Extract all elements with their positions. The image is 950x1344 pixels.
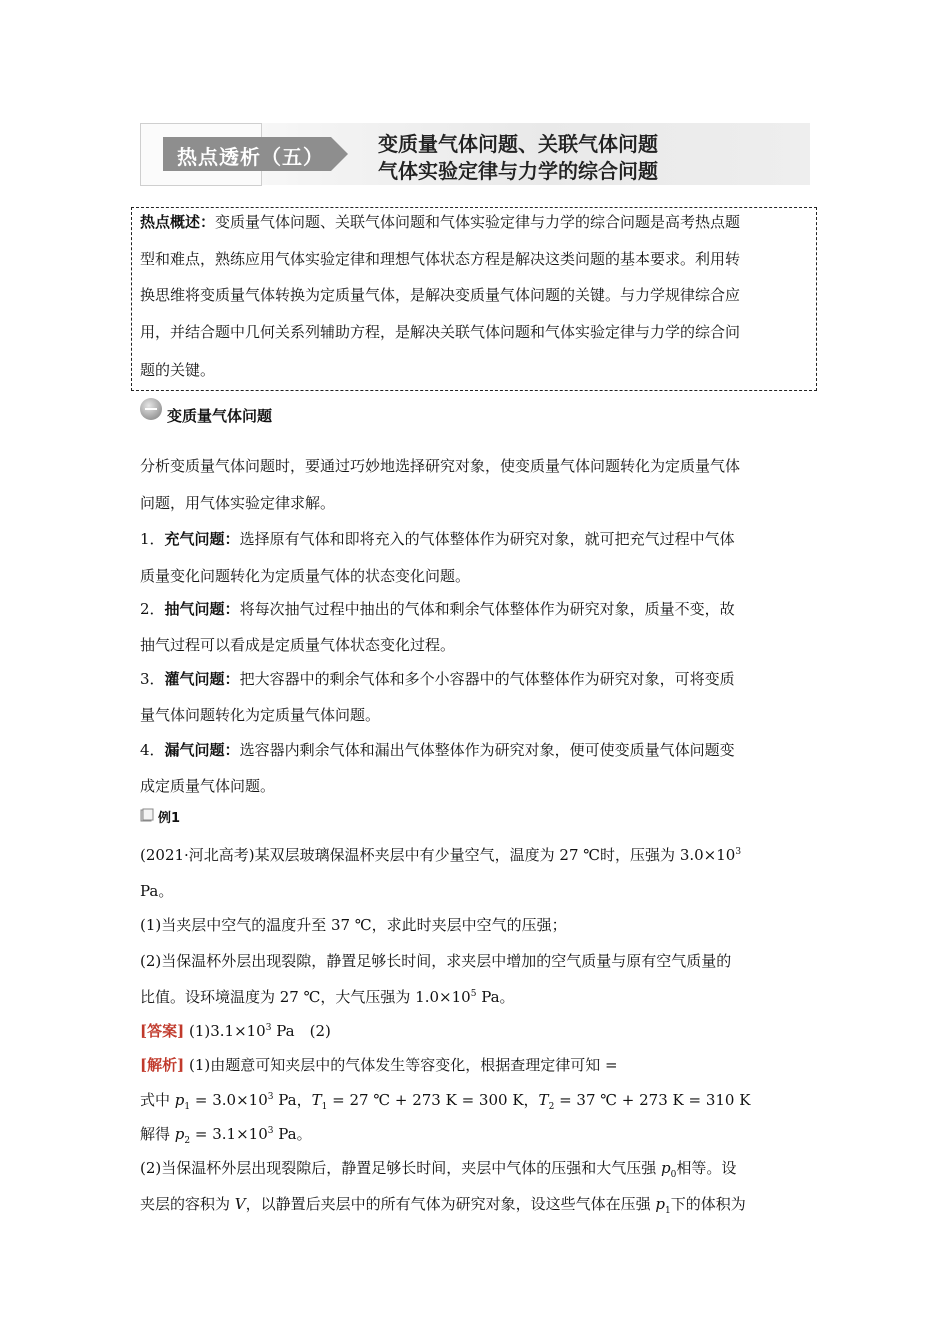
item-label: 漏气问题：	[164, 741, 240, 759]
item-number: 1．	[140, 530, 165, 548]
exponent: 3	[267, 1092, 274, 1102]
item-text: 将每次抽气过程中抽出的气体和剩余气体整体作为研究对象，质量不变，故	[239, 600, 735, 618]
analysis-label: [解析]	[140, 1056, 185, 1074]
analysis-text: 相等。设	[676, 1159, 737, 1177]
item-text: 选择原有气体和即将充入的气体整体作为研究对象，就可把充气过程中气体	[239, 530, 735, 548]
analysis-text: (2)当保温杯外层出现裂隙后，静置足够长时间，夹层中气体的压强和大气压强	[140, 1159, 662, 1177]
example-label: 例1	[158, 811, 181, 826]
variable-p: p	[174, 1125, 185, 1143]
summary-line-4: 用，并结合题中几何关系列辅助方程，是解决关联气体问题和气体实验定律与力学的综合问	[140, 323, 741, 341]
section-title: 变质量气体问题	[167, 407, 273, 425]
summary-line-2: 型和难点，熟练应用气体实验定律和理想气体状态方程是解决这类问题的基本要求。利用转	[140, 250, 741, 268]
item-1-line-1	[140, 530, 735, 548]
answer-text: (1)3.1×10	[184, 1022, 266, 1040]
banner-title-line2: 气体实验定律与力学的综合问题	[378, 159, 658, 183]
analysis-text: (1)由题意可知夹层中的气体发生等容变化，根据查理定律可知 =	[184, 1056, 618, 1074]
exponent: 5	[470, 989, 477, 999]
item-number: 2．	[140, 600, 165, 618]
hotspot-tag-label: 热点透析（五）	[177, 145, 324, 169]
question-part-2-line-1: (2)当保温杯外层出现裂隙，静置足够长时间，求夹层中增加的空气质量与原有空气质量的	[140, 952, 732, 970]
exponent: 3	[735, 847, 742, 857]
summary-line-3: 换思维将变质量气体转换为定质量气体，是解决变质量气体问题的关键。与力学规律综合应	[140, 286, 741, 304]
variable-t: T	[311, 1091, 322, 1109]
analysis-line-5	[140, 1195, 746, 1216]
summary-line-5: 题的关键。	[140, 361, 216, 379]
question-text: Pa。	[476, 988, 515, 1006]
analysis-text: = 3.0×10	[190, 1091, 268, 1109]
banner-title-line1: 变质量气体问题、关联气体问题	[378, 132, 658, 156]
exponent: 3	[265, 1023, 272, 1033]
item-text: 选容器内剩余气体和漏出气体整体作为研究对象，便可使变质量气体问题变	[239, 741, 735, 759]
variable-v: V	[234, 1195, 246, 1213]
analysis-text: 夹层的容积为	[140, 1195, 235, 1213]
item-2-line-1	[140, 600, 735, 618]
item-number: 3．	[140, 670, 165, 688]
item-label: 抽气问题：	[164, 600, 240, 618]
analysis-text: ，以静置后夹层中的所有气体为研究对象，设这些气体在压强	[245, 1195, 656, 1213]
intro-line-1: 分析变质量气体问题时，要通过巧妙地选择研究对象，使变质量气体问题转化为定质量气体	[140, 457, 741, 475]
analysis-text: Pa。	[273, 1125, 312, 1143]
analysis-line-2	[140, 1091, 751, 1112]
item-text: 把大容器中的剩余气体和多个小容器中的气体整体作为研究对象，可将变质	[239, 670, 735, 688]
summary-text-1: 变质量气体问题、关联气体问题和气体实验定律与力学的综合问题是高考热点题	[215, 213, 741, 231]
analysis-text: 式中	[140, 1091, 175, 1109]
answer-text: Pa (2)	[271, 1022, 331, 1040]
example-book-icon	[140, 808, 154, 822]
item-3-line-1	[140, 670, 735, 688]
answer-label: [答案]	[140, 1022, 185, 1040]
analysis-text: = 27 ℃ + 273 K = 300 K，	[327, 1091, 539, 1109]
item-4-line-2: 成定质量气体问题。	[140, 777, 276, 795]
question-text: (2021·河北高考)某双层玻璃保温杯夹层中有少量空气，温度为 27 ℃时，压强为 3.0×10	[140, 846, 736, 864]
item-1-line-2: 质量变化问题转化为定质量气体的状态变化问题。	[140, 567, 471, 585]
analysis-text: = 3.1×10	[190, 1125, 268, 1143]
subscript: 2	[184, 1136, 191, 1146]
question-part-1: (1)当夹层中空气的温度升至 37 ℃，求此时夹层中空气的压强；	[140, 916, 567, 934]
item-3-line-2: 量气体问题转化为定质量气体问题。	[140, 706, 381, 724]
subscript: 1	[321, 1102, 328, 1112]
analysis-line-1	[140, 1056, 618, 1074]
analysis-text: 下的体积为	[670, 1195, 746, 1213]
item-number: 4．	[140, 741, 165, 759]
subscript: 0	[670, 1170, 677, 1180]
item-4-line-1	[140, 741, 735, 759]
question-line-2: Pa。	[140, 882, 174, 900]
analysis-text: Pa，	[273, 1091, 312, 1109]
subscript: 1	[665, 1206, 671, 1216]
section-number-one-icon	[140, 398, 162, 420]
variable-p: p	[655, 1195, 666, 1213]
item-2-line-2: 抽气过程可以看成是定质量气体状态变化过程。	[140, 636, 456, 654]
analysis-line-3	[140, 1125, 312, 1146]
question-part-2-line-2	[140, 988, 515, 1006]
analysis-text: 解得	[140, 1125, 175, 1143]
subscript: 1	[184, 1102, 191, 1112]
variable-p: p	[174, 1091, 185, 1109]
exponent: 3	[267, 1126, 274, 1136]
analysis-line-4	[140, 1159, 737, 1180]
item-label: 充气问题：	[164, 530, 240, 548]
subscript: 2	[548, 1102, 555, 1112]
intro-line-2: 问题，用气体实验定律求解。	[140, 494, 336, 512]
question-text: 比值。设环境温度为 27 ℃，大气压强为 1.0×10	[140, 988, 471, 1006]
analysis-text: = 37 ℃ + 273 K = 310 K	[554, 1091, 751, 1109]
variable-t: T	[538, 1091, 549, 1109]
summary-label: 热点概述：	[140, 213, 216, 231]
variable-p: p	[661, 1159, 671, 1177]
summary-line-1	[140, 213, 740, 231]
hotspot-tag	[163, 137, 348, 171]
item-label: 灌气问题：	[164, 670, 240, 688]
question-line-1	[140, 846, 741, 864]
answer-line	[140, 1022, 331, 1040]
